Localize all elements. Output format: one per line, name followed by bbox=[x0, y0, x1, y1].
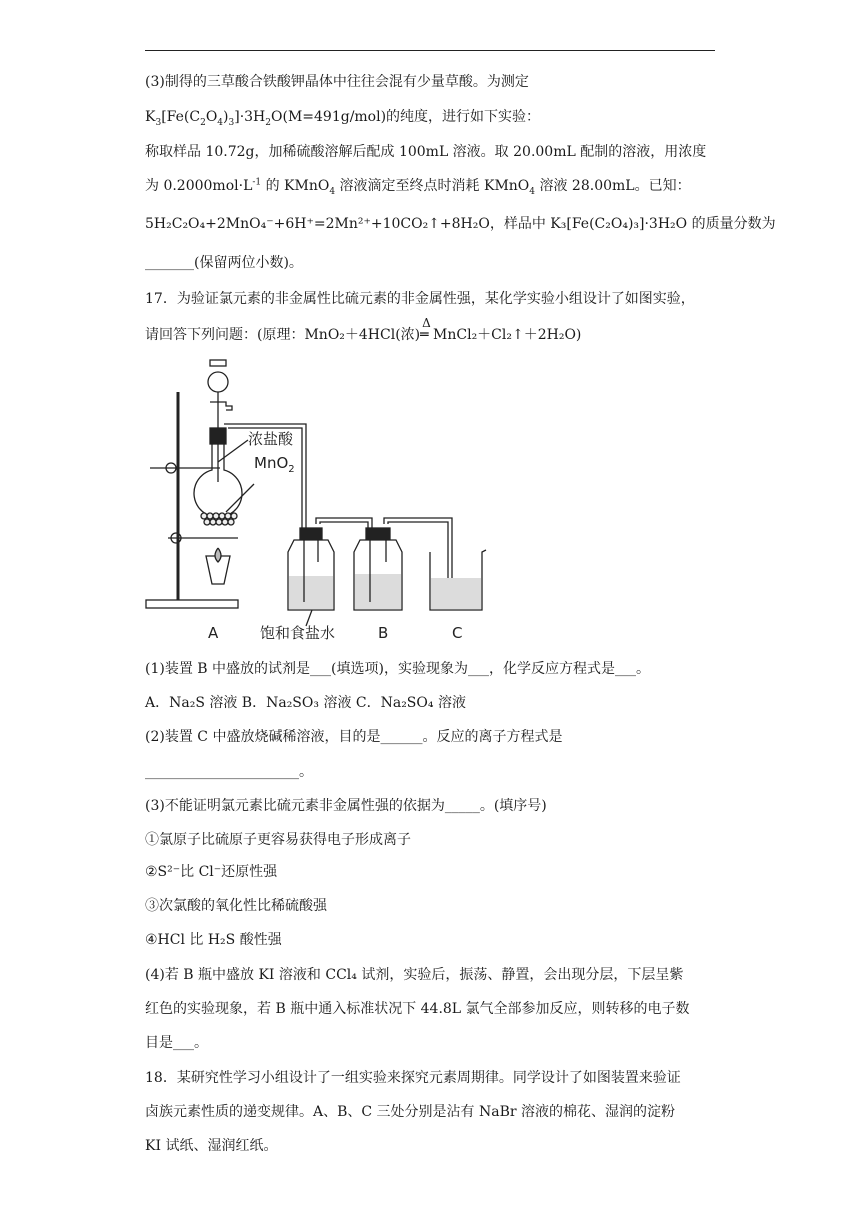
heat-condition: Δ ═ bbox=[420, 316, 431, 343]
q17-part3-option4: ④HCl 比 H₂S 酸性强 bbox=[145, 932, 282, 948]
bottle-b bbox=[354, 528, 402, 610]
q17-part1-options: A．Na₂S 溶液 B．Na₂SO₃ 溶液 C．Na₂SO₄ 溶液 bbox=[145, 695, 466, 711]
q17-part1: (1)装置 B 中盛放的试剂是___(填选项)，实验现象为___，化学反应方程式是___。 bbox=[145, 661, 650, 677]
q17-part3-option1: ①氯原子比硫原子更容易获得电子形成离子 bbox=[145, 832, 411, 848]
q17-part3-option3: ③次氯酸的氧化性比稀硫酸强 bbox=[145, 898, 327, 914]
q16-part3-line3: 称取样品 10.72g，加稀硫酸溶解后配成 100mL 溶液。取 20.00mL 配制的溶液，用浓度 bbox=[145, 144, 707, 160]
apparatus-figure bbox=[140, 352, 500, 652]
label-a: A bbox=[208, 624, 219, 642]
label-brine: 饱和食盐水 bbox=[260, 624, 336, 642]
q17-part3-option2: ②S²⁻比 Cl⁻还原性强 bbox=[145, 864, 278, 880]
q17-part3: (3)不能证明氯元素比硫元素非金属性强的依据为_____。(填序号) bbox=[145, 798, 547, 814]
q17-part2-blank: ______________________。 bbox=[145, 764, 313, 780]
bottle-brine bbox=[288, 528, 334, 626]
top-rule bbox=[145, 50, 715, 51]
q17-part2: (2)装置 C 中盛放烧碱稀溶液，目的是______。反应的离子方程式是 bbox=[145, 729, 563, 745]
q16-part3-line1: (3)制得的三草酸合铁酸钾晶体中往往会混有少量草酸。为测定 bbox=[145, 74, 529, 90]
q17-stem-line1: 17．为验证氯元素的非金属性比硫元素的非金属性强，某化学实验小组设计了如图实验， bbox=[145, 291, 695, 307]
beaker-c bbox=[430, 550, 486, 610]
label-mno2: MnO$_2$ bbox=[254, 454, 295, 475]
label-c: C bbox=[452, 624, 463, 642]
q16-part3-line2: $K_3[Fe(C_2O_4)_3]\cdot 3H_2O(M=491g/mol)$的纯度，进行如下实验： bbox=[145, 109, 541, 128]
flask-a bbox=[194, 360, 254, 584]
q18-line3: KI 试纸、湿润红纸。 bbox=[145, 1138, 278, 1154]
label-conc-hcl: 浓盐酸 bbox=[248, 430, 294, 448]
q17-part4-line2: 红色的实验现象，若 B 瓶中通入标准状况下 44.8L 氯气全部参加反应，则转移的电子数 bbox=[145, 1001, 690, 1017]
q16-part3-line4: 为 $0.2000mol\cdot L^{-1}$ 的 KMnO$_4$ 溶液滴定至终点时消耗 KMnO$_4$ 溶液 28.00mL。已知： bbox=[145, 177, 691, 197]
q18-line2: 卤族元素性质的递变规律。A、B、C 三处分别是沾有 NaBr 溶液的棉花、湿润的淀粉 bbox=[145, 1104, 676, 1120]
label-b: B bbox=[378, 624, 389, 642]
delivery-tubes bbox=[224, 424, 452, 602]
q17-part4-line3: 目是___。 bbox=[145, 1035, 208, 1051]
q17-stem-line2: 请回答下列问题：(原理：MnO₂＋4HCl(浓) Δ ═ MnCl₂＋Cl₂↑＋2H₂O) bbox=[145, 316, 582, 343]
q18-line1: 18．某研究性学习小组设计了一组实验来探究元素周期律。同学设计了如图装置来验证 bbox=[145, 1070, 681, 1086]
q17-part4-line1: (4)若 B 瓶中盛放 KI 溶液和 CCl₄ 试剂，实验后，振荡、静置，会出现分层，下层呈紫 bbox=[145, 967, 684, 983]
q16-part3-line6: _______(保留两位小数)。 bbox=[145, 255, 303, 271]
q16-part3-line5: 5H₂C₂O₄+2MnO₄⁻+6H⁺=2Mn²⁺+10CO₂↑+8H₂O，样品中 K₃[Fe(C₂O₄)₃]·3H₂O 的质量分数为 bbox=[145, 216, 776, 232]
